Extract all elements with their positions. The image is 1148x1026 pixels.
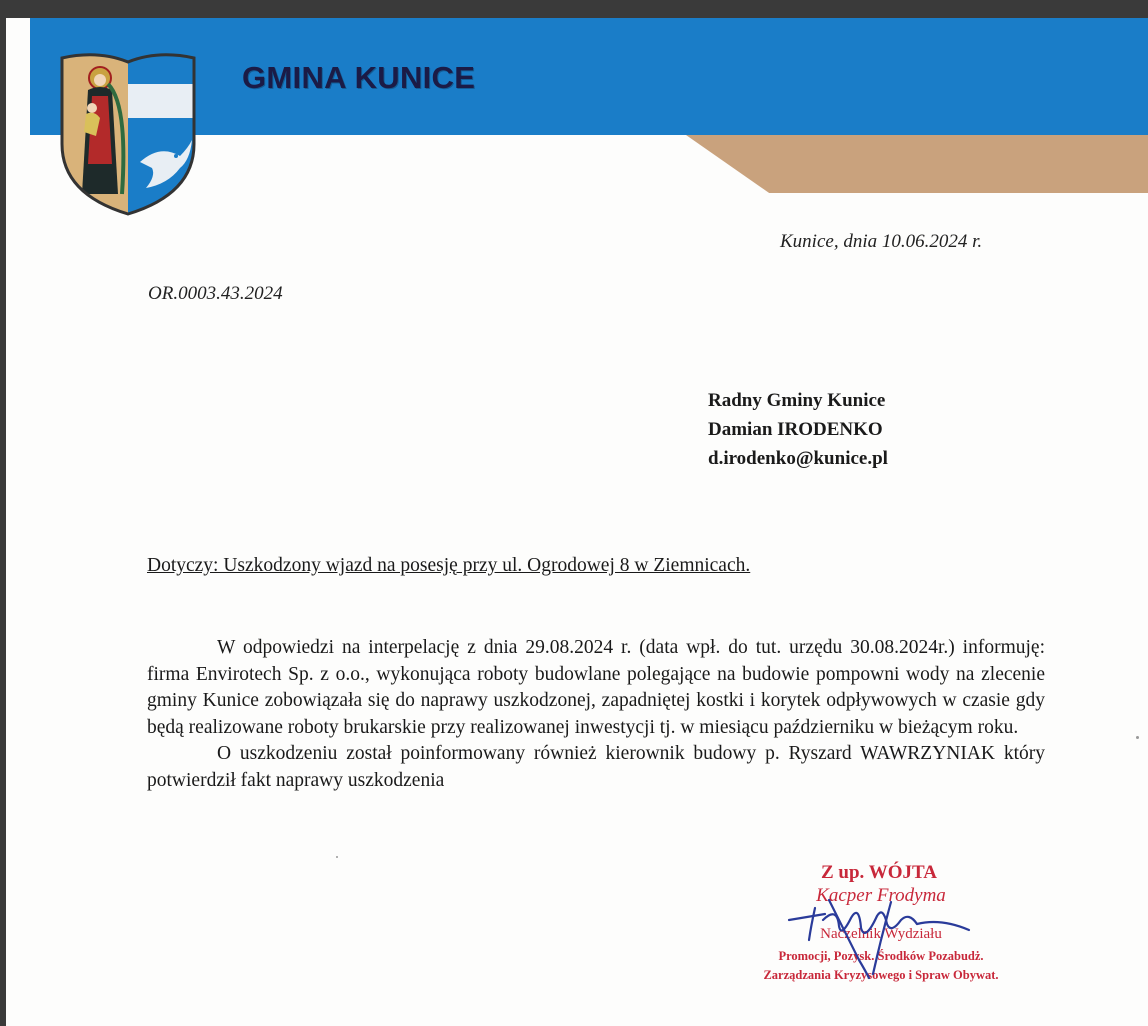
municipality-title: GMINA KUNICE [242,60,476,95]
addressee-block [708,386,888,473]
stamp-line-2: Kacper Frodyma [816,885,946,906]
addressee-email: d.irodenko@kunice.pl [708,448,888,469]
letter-page [6,18,1148,1026]
official-stamp [741,858,1031,983]
letter-body [147,635,1045,795]
body-paragraph: W odpowiedzi na interpelację z dnia 29.08.2024 r. (data wpł. do tut. urzędu 30.08.2024r.) informuję: firma Envirotech Sp. z o.o., wykonująca roboty budowlane polegające na budowie pompowni wody na zlecenie gminy Kunice zobowiązała się do naprawy uszkodzonej, zapadniętej kostki i korytek odpływowych w czasie gdy będą realizowane roboty brukarskie przy realizowanej inwestycji tj. w miesiącu październiku w bieżącym roku. [147,637,1045,738]
scan-speck [1136,736,1139,739]
reference-number: OR.0003.43.2024 [148,283,283,304]
stamp-line-3: Naczelnik Wydziału [820,926,942,942]
addressee-name: Damian IRODENKO [708,419,883,440]
scan-speck [336,856,338,858]
stamp-line-1: Z up. WÓJTA [821,862,937,883]
letter-date: Kunice, dnia 10.06.2024 r. [780,231,983,252]
stamp-line-4: Promocji, Pozysk. Środków Pozabudż. [778,949,984,963]
letter-subject: Dotyczy: Uszkodzony wjazd na posesję przy ul. Ogrodowej 8 w Ziemnicach. [147,555,751,576]
body-paragraph: O uszkodzeniu został poinformowany również kierownik budowy p. Ryszard WAWRZYNIAK który potwierdził fakt naprawy uszkodzenia [147,743,1045,791]
coat-of-arms-icon [48,44,206,216]
addressee-title: Radny Gminy Kunice [708,390,886,411]
stamp-line-5: Zarządzania Kryzysowego i Spraw Obywat. [763,968,999,982]
header-accent-stripe [686,135,1148,193]
